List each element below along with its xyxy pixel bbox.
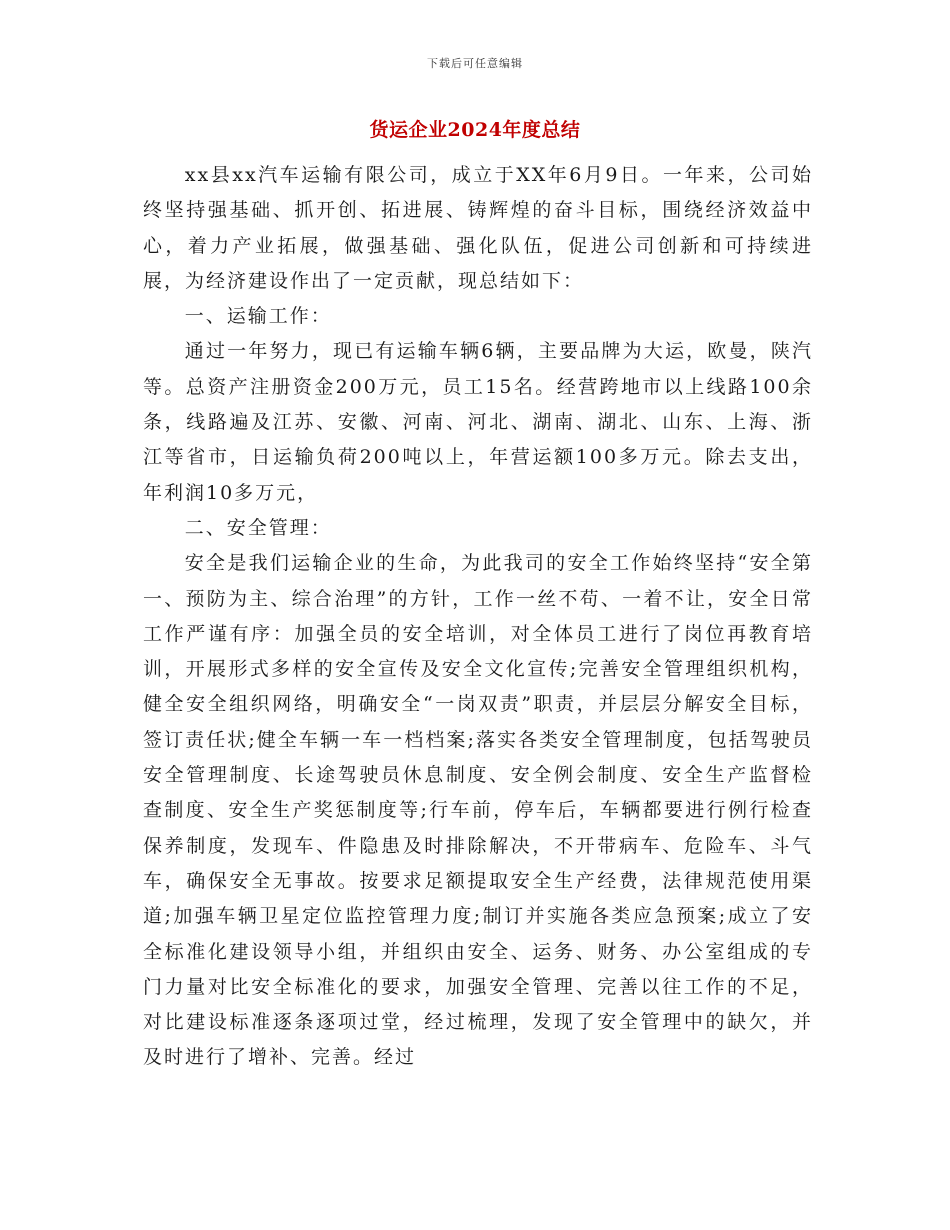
section-heading-transport: 一、运输工作： — [184, 305, 332, 328]
header-note: 下载后可任意编辑 — [427, 57, 523, 70]
paragraph-safety: 安全是我们运输企业的生命，为此我司的安全工作始终坚持“安全第一、预防为主、综合治理”的方针，工作一丝不苟、一着不让，安全日常工作严谨有序：加强全员的安全培训，对全体员工进行了岗位再教育培训，开展形式多样的安全宣传及安全文化宣传;完善安全管理组织机构，健全安全组织网络，明确安全“一岗双责”职责，并层层分解安全目标，签订责任状;健全车辆一车一档档案;落实各类安全管理制度，包括驾驶员安全管理制度、长途驾驶员休息制度、安全例会制度、安全生产监督检查制度、安全生产奖惩制度等;行车前，停车后，车辆都要进行例行检查保养制度，发现车、件隐患及时排除解决，不开带病车、危险车、斗气车，确保安全无事故。按要求足额提取安全生产经费，法律规范使用渠道;加强车辆卫星定位监控管理力度;制订并实施各类应急预案;成立了安全标准化建设领导小组，并组织由安全、运务、财务、办公室组成的专门力量对比安全标准化的要求，加强安全管理、完善以往工作的不足，对比建设标准逐条逐项过堂，经过梳理，发现了安全管理中的缺欠，并及时进行了增补、完善。经过 — [143, 552, 813, 1069]
document-title: 货运企业2024年度总结 — [369, 119, 581, 141]
document-body — [143, 158, 813, 1076]
paragraph-transport: 通过一年努力，现已有运输车辆6辆，主要品牌为大运，欧曼，陕汽等。总资产注册资金200万元，员工15名。经营跨地市以上线路100余条，线路遍及江苏、安徽、河南、河北、湖南、湖北、山东、上海、浙江等省市，日运输负荷200吨以上，年营运额100多万元。除去支出，年利润10多万元， — [143, 340, 813, 504]
section-heading-safety: 二、安全管理： — [184, 516, 332, 539]
paragraph-intro: xx县xx汽车运输有限公司，成立于XX年6月9日。一年来，公司始终坚持强基础、抓开创、拓进展、铸辉煌的奋斗目标，围绕经济效益中心，着力产业拓展，做强基础、强化队伍，促进公司创新和可持续进展，为经济建设作出了一定贡献，现总结如下： — [143, 164, 813, 292]
